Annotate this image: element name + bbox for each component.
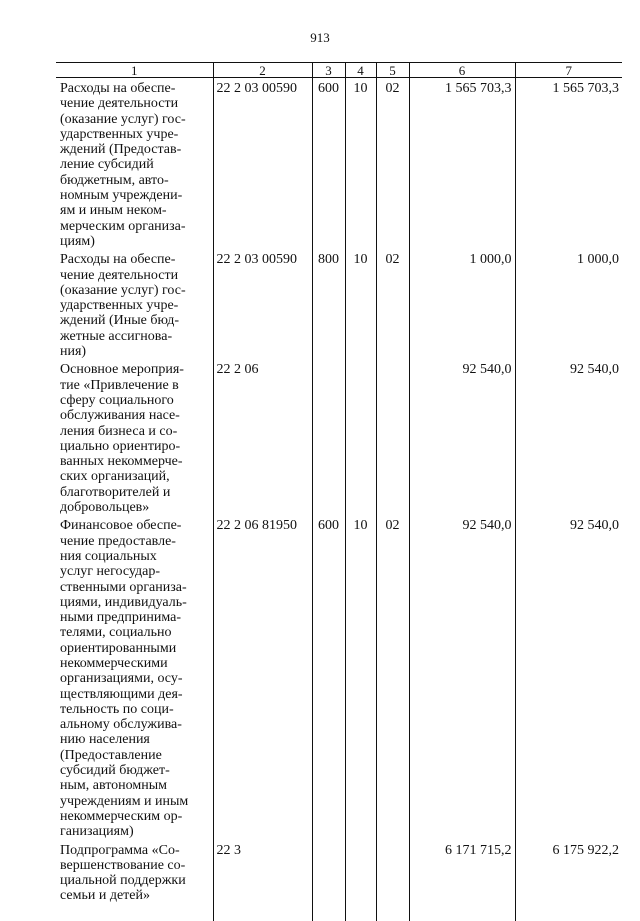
table-row	[56, 840, 622, 921]
row-amount-col7: 6 175 922,2	[515, 840, 622, 921]
page-number: 913	[310, 30, 330, 45]
table-row	[56, 359, 622, 515]
row-expense-type: 600	[312, 78, 345, 250]
row-code: 22 2 06	[213, 359, 312, 515]
column-header: 4	[345, 63, 376, 78]
row-name: Расходы на обеспе- чение деятельности (оказание услуг) гос- ударственных учре- ждений (Предостав- ление субсидий бюджетным, авто- номным учреждени- ям и иным неком- мерческим организа- циям)	[60, 81, 186, 249]
row-amount-col6: 1 565 703,3	[409, 78, 515, 250]
row-subsection	[376, 359, 409, 515]
budget-table	[56, 62, 622, 921]
table-header-row	[56, 63, 622, 78]
row-amount-col7: 92 540,0	[515, 515, 622, 839]
row-amount-col7: 1 565 703,3	[515, 78, 622, 250]
row-subsection: 02	[376, 515, 409, 839]
row-code: 22 2 03 00590	[213, 78, 312, 250]
row-name: Расходы на обеспе- чение деятельности (оказание услуг) гос- ударственных учре- ждений (Иные бюд- жетные ассигнова- ния)	[60, 252, 186, 360]
row-section: 10	[345, 78, 376, 250]
row-expense-type: 600	[312, 515, 345, 839]
row-subsection: 02	[376, 249, 409, 359]
row-amount-col6: 92 540,0	[409, 515, 515, 839]
row-expense-type: 800	[312, 249, 345, 359]
row-code: 22 2 03 00590	[213, 249, 312, 359]
row-code: 22 2 06 81950	[213, 515, 312, 839]
row-name: Основное мероприя- тие «Привлечение в сферу социального обслуживания насе- ления бизнеса и со- циально ориентиро- ванных некоммерче- ских организаций, благотворителей и добровольцев»	[60, 362, 184, 516]
row-section	[345, 840, 376, 921]
row-name: Подпрограмма «Со- вершенствование со- циальной поддержки семьи и детей»	[60, 842, 186, 904]
column-header: 7	[515, 63, 622, 78]
row-amount-col7: 92 540,0	[515, 359, 622, 515]
table-row	[56, 78, 622, 250]
row-expense-type	[312, 359, 345, 515]
table-row	[56, 515, 622, 839]
column-header: 3	[312, 63, 345, 78]
row-code: 22 3	[213, 840, 312, 921]
row-amount-col6: 6 171 715,2	[409, 840, 515, 921]
row-expense-type	[312, 840, 345, 921]
column-header: 1	[56, 63, 213, 78]
row-subsection: 02	[376, 78, 409, 250]
row-section	[345, 359, 376, 515]
table-row	[56, 249, 622, 359]
row-subsection	[376, 840, 409, 921]
row-section: 10	[345, 515, 376, 839]
row-amount-col7: 1 000,0	[515, 249, 622, 359]
column-header: 5	[376, 63, 409, 78]
column-header: 2	[213, 63, 312, 78]
row-amount-col6: 1 000,0	[409, 249, 515, 359]
column-header: 6	[409, 63, 515, 78]
row-section: 10	[345, 249, 376, 359]
row-name: Финансовое обеспе- чение предоставле- ния социальных услуг негосудар- ственными организа- циями, индивидуаль- ными предпринима- телями, социально ориентированными некоммерческими организациями, осу- ществляющими дея- тельность по соци- альному обслужива- нию населения (Предоставление субсидий бюджет- ным, автономным учреждениям и иным некоммерческим ор- ганизациям)	[60, 518, 189, 840]
row-amount-col6: 92 540,0	[409, 359, 515, 515]
